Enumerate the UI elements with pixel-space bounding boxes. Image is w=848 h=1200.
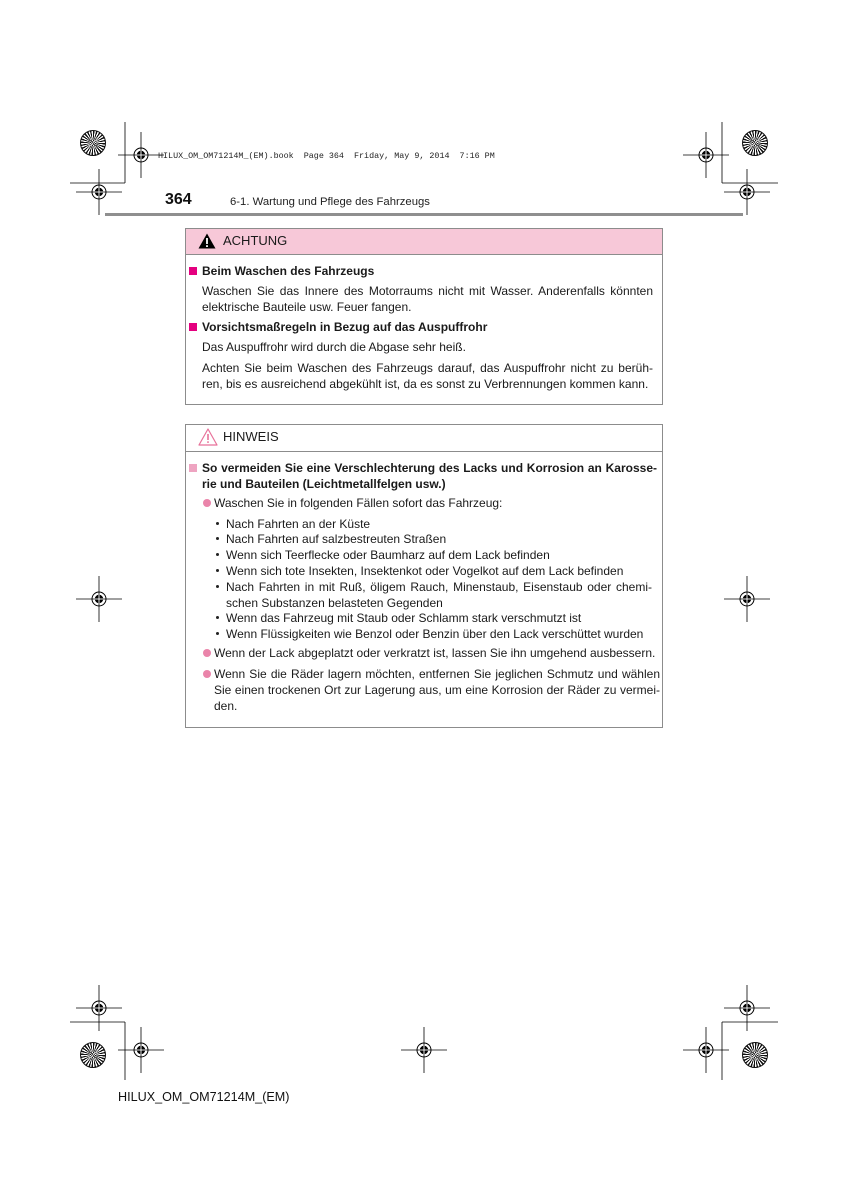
bullet-dot-icon: [216, 522, 219, 525]
square-bullet-icon: [189, 323, 197, 331]
sub-list-item: Nach Fahrten in mit Ruß, öligem Rauch, Minenstaub, Eisenstaub oder chemi-: [226, 580, 652, 594]
section-title: 6-1. Wartung und Pflege des Fahrzeugs: [230, 196, 430, 208]
square-bullet-icon: [189, 267, 197, 275]
circle-bullet-icon: [203, 649, 211, 657]
sub-list-item: Nach Fahrten an der Küste: [226, 517, 371, 531]
header-rule: [105, 213, 743, 216]
sub-list-item: Wenn sich tote Insekten, Insektenkot oder Vogelkot auf dem Lack befinden: [226, 564, 624, 578]
warning-triangle-icon: [198, 233, 216, 254]
warning-box-title: ACHTUNG: [223, 233, 288, 248]
square-bullet-icon: [189, 464, 197, 472]
page-number: 364: [165, 191, 192, 208]
sub-list-item: Wenn Flüssigkeiten wie Benzol oder Benzin über den Lack verschüttet wurden: [226, 627, 644, 641]
bullet-dot-icon: [216, 632, 219, 635]
section-heading: Beim Waschen des Fahrzeugs: [202, 264, 375, 278]
color-target-circle: [80, 1042, 106, 1068]
bullet-dot-icon: [216, 585, 219, 588]
sub-list-item: Wenn das Fahrzeug mit Staub oder Schlamm stark verschmutzt ist: [226, 611, 582, 625]
sub-list-item: Nach Fahrten auf salzbestreuten Straßen: [226, 532, 447, 546]
color-target-circle: [742, 130, 768, 156]
document-code-footer: HILUX_OM_OM71214M_(EM): [118, 1090, 290, 1104]
bullet-dot-icon: [216, 616, 219, 619]
notice-box-header: [186, 425, 662, 452]
warning-box-header: [186, 229, 662, 255]
paragraph-line: Waschen Sie das Innere des Motorraums nicht mit Wasser. Anderenfalls könnten: [202, 284, 653, 298]
circle-bullet-icon: [203, 499, 211, 507]
registration-mark: [724, 169, 770, 215]
list-item-continuation: Sie einen trockenen Ort zur Lagerung aus, um eine Korrosion der Räder zu vermei-: [214, 683, 660, 697]
list-item-continuation: den.: [214, 699, 238, 713]
section-heading: rie und Bauteilen (Leichtmetallfelgen usw.): [202, 477, 446, 491]
paragraph-line: ren, bis es ausreichend abgekühlt ist, da es sonst zu Verbrennungen kommen kann.: [202, 377, 649, 391]
list-item: Waschen Sie in folgenden Fällen sofort das Fahrzeug:: [214, 496, 503, 510]
paragraph-line: Achten Sie beim Waschen des Fahrzeugs darauf, das Auspuffrohr nicht zu berüh-: [202, 361, 653, 375]
list-item: Wenn Sie die Räder lagern möchten, entfernen Sie jeglichen Schmutz und wählen: [214, 667, 660, 681]
registration-mark: [724, 985, 770, 1031]
caution-outline-triangle-icon: [198, 428, 218, 451]
section-heading: So vermeiden Sie eine Verschlechterung des Lacks und Korrosion an Karosse-: [202, 461, 657, 475]
paragraph-line: Das Auspuffrohr wird durch die Abgase sehr heiß.: [202, 340, 466, 354]
registration-mark: [76, 985, 122, 1031]
color-target-circle: [80, 130, 106, 156]
warning-box: [185, 228, 663, 405]
print-slug: HILUX_OM_OM71214M_(EM).book Page 364 Friday, May 9, 2014 7:16 PM: [158, 151, 495, 161]
bullet-dot-icon: [216, 569, 219, 572]
circle-bullet-icon: [203, 670, 211, 678]
sub-list-item-continuation: schen Substanzen belasteten Gegenden: [226, 596, 443, 610]
registration-mark: [76, 576, 122, 622]
registration-mark: [76, 169, 122, 215]
notice-box: [185, 424, 663, 728]
sub-list-item: Wenn sich Teerflecke oder Baumharz auf dem Lack befinden: [226, 548, 550, 562]
color-target-circle: [742, 1042, 768, 1068]
notice-box-title: HINWEIS: [223, 429, 279, 444]
list-item: Wenn der Lack abgeplatzt oder verkratzt ist, lassen Sie ihn umgehend ausbessern.: [214, 646, 656, 660]
paragraph-line: elektrische Bauteile usw. Feuer fangen.: [202, 300, 412, 314]
registration-mark: [724, 576, 770, 622]
registration-mark: [401, 1027, 447, 1073]
bullet-dot-icon: [216, 553, 219, 556]
bullet-dot-icon: [216, 537, 219, 540]
section-heading: Vorsichtsmaßregeln in Bezug auf das Auspuffrohr: [202, 320, 488, 334]
